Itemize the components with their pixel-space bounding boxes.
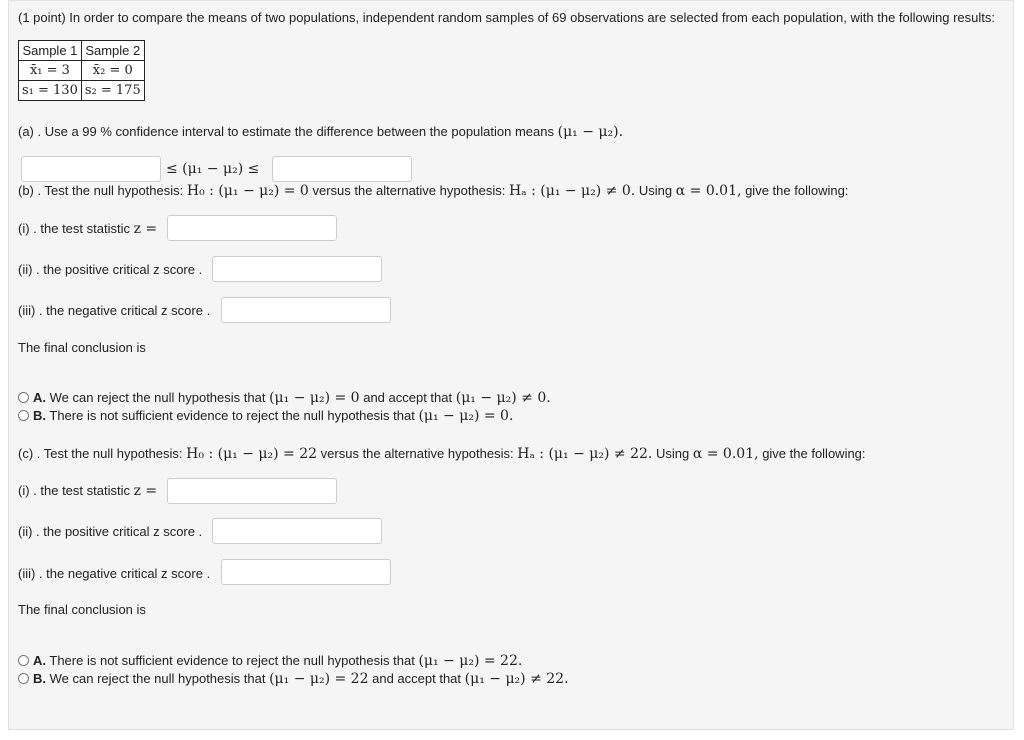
b-option-b-radio[interactable] [18, 410, 29, 421]
part-b-mid: versus the alternative hypothesis: [312, 183, 506, 198]
part-b-label: (b) [18, 183, 34, 198]
b-option-a[interactable] [33, 390, 551, 406]
b-test-statistic-input[interactable] [167, 215, 337, 241]
c-option-b-key: B. [33, 671, 46, 686]
part-b-i-math: z = [133, 221, 158, 237]
part-b-h0: H₀ : (μ₁ − μ₂) = 0 [186, 183, 309, 199]
part-b-tail: give the following: [745, 183, 849, 198]
part-c-conclusion-label: The final conclusion is [18, 602, 146, 617]
part-c-using: Using [655, 446, 690, 461]
part-b-conclusion-label: The final conclusion is [18, 340, 146, 355]
b-option-b-key: B. [33, 408, 46, 423]
part-c-ha: Hₐ : (μ₁ − μ₂) ≠ 22. [517, 446, 653, 462]
b-option-a-radio[interactable] [18, 392, 29, 403]
part-b-ha: Hₐ : (μ₁ − μ₂) ≠ 0. [509, 183, 636, 199]
table-header-sample2: Sample 2 [81, 41, 144, 61]
table-header-sample1: Sample 1 [19, 41, 82, 61]
b-option-a-math2: (μ₁ − μ₂) ≠ 0. [455, 390, 551, 406]
sd-sample1: s₁ = 130 [19, 81, 82, 101]
b-option-a-text: We can reject the null hypothesis that [49, 390, 266, 405]
c-option-a-math: (μ₁ − μ₂) = 22. [418, 653, 523, 669]
c-option-b-mid: and accept that [372, 671, 462, 686]
table-row [19, 61, 145, 81]
mean-sample2: x̄₂ = 0 [81, 61, 144, 81]
c-option-a-key: A. [33, 653, 46, 668]
part-b-i-label: (i) . the test statistic [18, 221, 130, 236]
part-c-i-math: z = [133, 483, 158, 499]
part-b-alpha: α = 0.01, [675, 183, 742, 199]
part-a-prompt [18, 124, 623, 140]
c-positive-critical-input[interactable] [212, 518, 382, 544]
b-negative-critical-input[interactable] [221, 297, 391, 323]
b-option-a-key: A. [33, 390, 46, 405]
table-row [19, 81, 145, 101]
problem-panel [8, 0, 1014, 730]
part-c-iii-label: (iii) . the negative critical z score . [18, 566, 211, 581]
part-c-prompt [18, 446, 866, 462]
sample-table [18, 40, 145, 101]
part-c-alpha: α = 0.01, [692, 446, 759, 462]
part-a-label: (a) [18, 124, 34, 139]
c-option-a-text: There is not sufficient evidence to reject the null hypothesis that [49, 653, 415, 668]
b-option-b-math: (μ₁ − μ₂) = 0. [418, 408, 514, 424]
sd-sample2: s₂ = 175 [81, 81, 144, 101]
part-c-label: (c) [18, 446, 34, 461]
problem-intro: (1 point) In order to compare the means of two populations, independent random samples of 69 observations are selected from each population, with the following results: [18, 10, 996, 25]
part-c-h0: H₀ : (μ₁ − μ₂) = 22 [186, 446, 318, 462]
part-c-tail: give the following: [762, 446, 866, 461]
part-b-using: Using [638, 183, 673, 198]
ci-lower-input[interactable] [21, 156, 161, 182]
c-negative-critical-input[interactable] [221, 559, 391, 585]
part-c-ii-label: (ii) . the positive critical z score . [18, 524, 203, 539]
ci-middle-expr: ≤ (μ₁ − μ₂) ≤ [166, 161, 260, 177]
part-a-text: . Use a 99 % confidence interval to estimate the difference between the population means [37, 124, 554, 139]
part-c-i-label: (i) . the test statistic [18, 483, 130, 498]
ci-upper-input[interactable] [272, 156, 412, 182]
b-positive-critical-input[interactable] [212, 256, 382, 282]
c-option-b-math1: (μ₁ − μ₂) = 22 [269, 671, 369, 687]
c-option-a-radio[interactable] [18, 655, 29, 666]
part-b-text: . Test the null hypothesis: [37, 183, 184, 198]
b-option-a-mid: and accept that [363, 390, 453, 405]
part-c-mid: versus the alternative hypothesis: [320, 446, 514, 461]
c-test-statistic-input[interactable] [167, 478, 337, 504]
part-c-text: . Test the null hypothesis: [36, 446, 183, 461]
part-b-i-prompt [18, 221, 157, 237]
c-option-b-text: We can reject the null hypothesis that [49, 671, 266, 686]
c-option-b-radio[interactable] [18, 673, 29, 684]
b-option-a-math1: (μ₁ − μ₂) = 0 [269, 390, 360, 406]
part-b-ii-label: (ii) . the positive critical z score . [18, 262, 203, 277]
c-option-b-math2: (μ₁ − μ₂) ≠ 22. [464, 671, 569, 687]
b-option-b[interactable] [33, 408, 513, 424]
mean-sample1: x̄₁ = 3 [19, 61, 82, 81]
part-b-prompt [18, 183, 848, 199]
c-option-b[interactable] [33, 671, 569, 687]
part-a-expr: (μ₁ − μ₂). [557, 124, 624, 140]
part-c-i-prompt [18, 483, 157, 499]
part-b-iii-label: (iii) . the negative critical z score . [18, 303, 211, 318]
table-header-row [19, 41, 145, 61]
c-option-a[interactable] [33, 653, 522, 669]
b-option-b-text: There is not sufficient evidence to reject the null hypothesis that [49, 408, 415, 423]
